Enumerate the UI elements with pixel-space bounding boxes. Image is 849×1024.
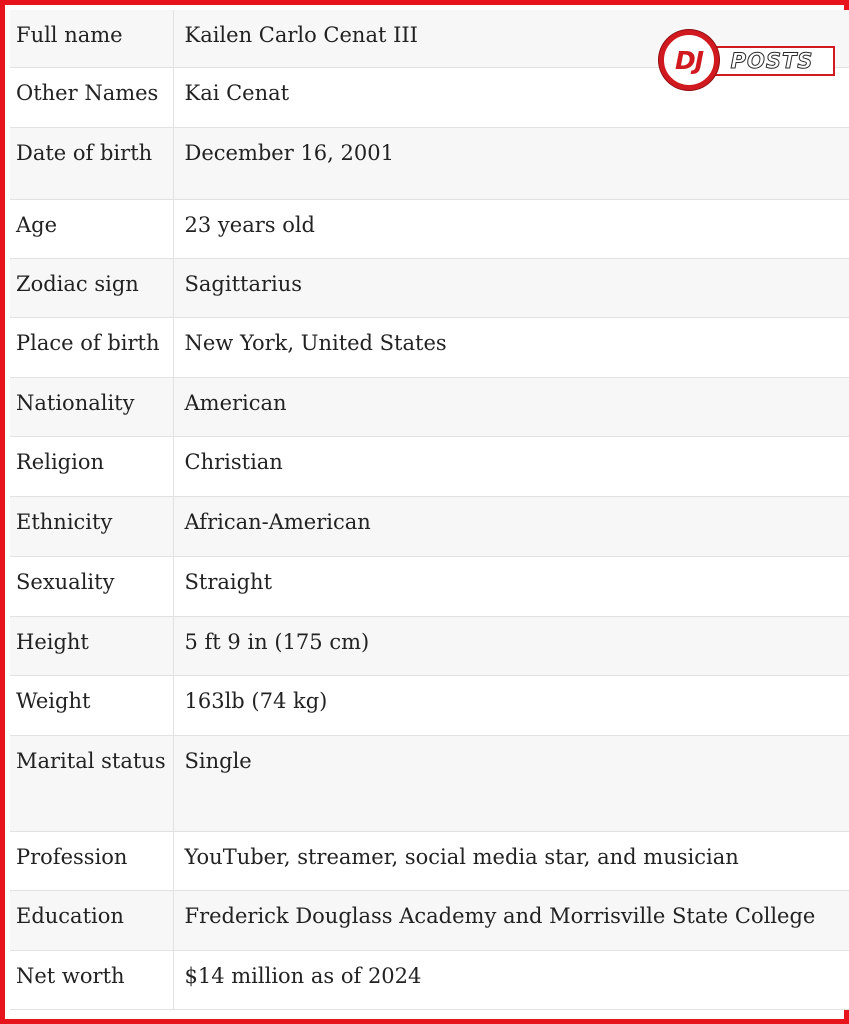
table-row [10,127,849,199]
logo-mark: DJ [674,45,704,75]
row-label: Marital status [10,735,173,831]
row-label: Place of birth [10,317,173,377]
row-label: Education [10,890,173,950]
row-label: Weight [10,675,173,735]
table-row [10,436,849,496]
table-row [10,616,849,675]
row-label: Zodiac sign [10,258,173,317]
row-label: Age [10,199,173,258]
row-label: Sexuality [10,556,173,616]
row-value: African-American [173,496,849,556]
djposts-logo [659,30,835,92]
row-value: 163lb (74 kg) [173,675,849,735]
table-row [10,556,849,616]
row-value: YouTuber, streamer, social media star, and musician [173,831,849,890]
table-row [10,258,849,317]
row-value: New York, United States [173,317,849,377]
row-value: December 16, 2001 [173,127,849,199]
table-row [10,831,849,890]
row-value: 23 years old [173,199,849,258]
row-label: Height [10,616,173,675]
row-value: Single [173,735,849,831]
table-row [10,317,849,377]
row-label: Net worth [10,950,173,1009]
table-row [10,675,849,735]
logo-circle [659,30,719,90]
row-value: Frederick Douglass Academy and Morrisville State College [173,890,849,950]
row-value: Kailen Carlo Cenat III [173,10,849,67]
row-label: Ethnicity [10,496,173,556]
row-value: American [173,377,849,436]
row-value: Sagittarius [173,258,849,317]
table-row [10,199,849,258]
table-row [10,377,849,436]
row-label: Nationality [10,377,173,436]
row-value: Christian [173,436,849,496]
table-row [10,496,849,556]
table-row [10,735,849,831]
logo-text: POSTS [730,49,814,73]
row-value: 5 ft 9 in (175 cm) [173,616,849,675]
row-label: Date of birth [10,127,173,199]
logo-banner [709,46,835,76]
row-label: Other Names [10,67,173,127]
row-label: Profession [10,831,173,890]
row-value: $14 million as of 2024 [173,950,849,1009]
table-row [10,890,849,950]
table-row [10,950,849,1009]
row-label: Religion [10,436,173,496]
row-value: Kai Cenat [173,67,849,127]
row-label: Full name [10,10,173,67]
row-value: Straight [173,556,849,616]
bio-table [10,10,849,1010]
